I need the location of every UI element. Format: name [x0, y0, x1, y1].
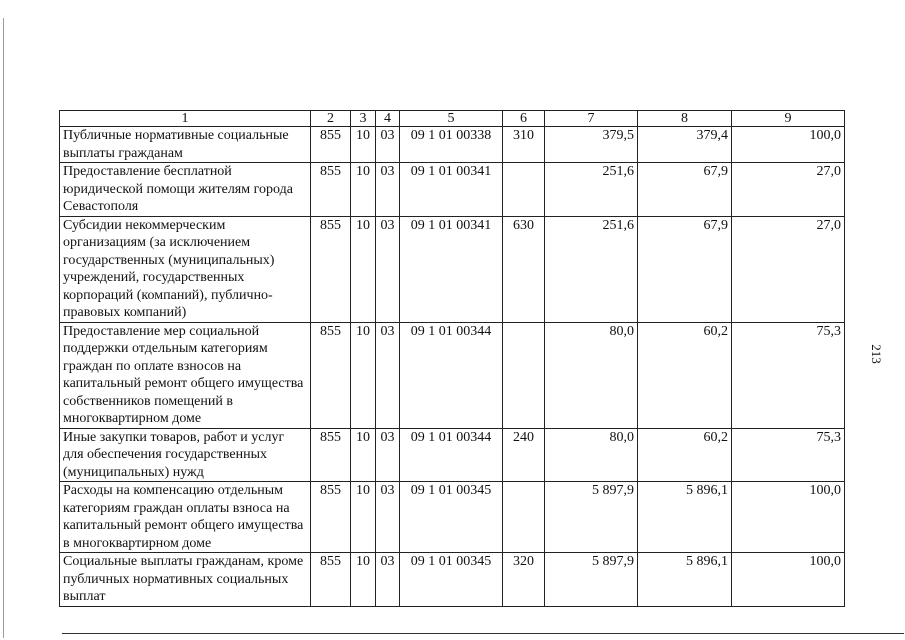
- budget-table: [59, 110, 845, 607]
- column-header: 1: [60, 111, 311, 127]
- row-name: Социальные выплаты гражданам, кроме публичных нормативных социальных выплат: [60, 553, 311, 607]
- cell-col-4: 03: [376, 553, 400, 607]
- cell-col-3: 10: [351, 428, 376, 482]
- cell-col-9: 100,0: [732, 553, 845, 607]
- column-header: 6: [503, 111, 545, 127]
- cell-col-9: 75,3: [732, 322, 845, 428]
- cell-col-6: 630: [503, 216, 545, 322]
- cell-col-6: [503, 482, 545, 553]
- cell-col-4: 03: [376, 163, 400, 217]
- cell-col-9: 100,0: [732, 127, 845, 163]
- cell-col-7: 80,0: [545, 428, 638, 482]
- column-header: 5: [400, 111, 503, 127]
- column-header: 8: [638, 111, 732, 127]
- cell-col-5: 09 1 01 00341: [400, 163, 503, 217]
- page-number: 213: [869, 344, 884, 364]
- cell-col-6: 240: [503, 428, 545, 482]
- cell-col-2: 855: [311, 553, 351, 607]
- cell-col-6: 320: [503, 553, 545, 607]
- column-header: 9: [732, 111, 845, 127]
- cell-col-9: 75,3: [732, 428, 845, 482]
- cell-col-5: 09 1 01 00345: [400, 553, 503, 607]
- cell-col-2: 855: [311, 127, 351, 163]
- cell-col-6: [503, 322, 545, 428]
- row-name: Предоставление бесплатной юридической помощи жителям города Севастополя: [60, 163, 311, 217]
- cell-col-4: 03: [376, 322, 400, 428]
- cell-col-4: 03: [376, 216, 400, 322]
- row-name: Публичные нормативные социальные выплаты гражданам: [60, 127, 311, 163]
- cell-col-2: 855: [311, 216, 351, 322]
- cell-col-8: 60,2: [638, 322, 732, 428]
- cell-col-6: 310: [503, 127, 545, 163]
- cell-col-8: 379,4: [638, 127, 732, 163]
- cell-col-7: 379,5: [545, 127, 638, 163]
- row-name: Иные закупки товаров, работ и услуг для обеспечения государственных (муниципальных) нужд: [60, 428, 311, 482]
- column-header: 3: [351, 111, 376, 127]
- cell-col-4: 03: [376, 482, 400, 553]
- cell-col-3: 10: [351, 322, 376, 428]
- cell-col-5: 09 1 01 00344: [400, 428, 503, 482]
- row-name: Расходы на компенсацию отдельным категориям граждан оплаты взноса на капитальный ремонт общего имущества в многоквартирном доме: [60, 482, 311, 553]
- table-header-row: [60, 111, 845, 127]
- cell-col-8: 60,2: [638, 428, 732, 482]
- table-row: [60, 163, 845, 217]
- cell-col-9: 27,0: [732, 163, 845, 217]
- cell-col-8: 5 896,1: [638, 553, 732, 607]
- cell-col-6: [503, 163, 545, 217]
- cell-col-5: 09 1 01 00345: [400, 482, 503, 553]
- cell-col-7: 80,0: [545, 322, 638, 428]
- column-header: 7: [545, 111, 638, 127]
- cell-col-8: 5 896,1: [638, 482, 732, 553]
- table-row: [60, 428, 845, 482]
- row-name: Предоставление мер социальной поддержки отдельным категориям граждан по оплате взносов на капитальный ремонт общего имущества собственников помещений в многоквартирном доме: [60, 322, 311, 428]
- cell-col-7: 251,6: [545, 163, 638, 217]
- cell-col-9: 27,0: [732, 216, 845, 322]
- cell-col-5: 09 1 01 00344: [400, 322, 503, 428]
- cell-col-7: 5 897,9: [545, 553, 638, 607]
- cell-col-2: 855: [311, 428, 351, 482]
- table-row: [60, 482, 845, 553]
- cell-col-8: 67,9: [638, 216, 732, 322]
- cell-col-3: 10: [351, 553, 376, 607]
- cell-col-5: 09 1 01 00338: [400, 127, 503, 163]
- cell-col-3: 10: [351, 127, 376, 163]
- cell-col-3: 10: [351, 163, 376, 217]
- cell-col-3: 10: [351, 216, 376, 322]
- column-header: 4: [376, 111, 400, 127]
- table-row: [60, 322, 845, 428]
- cell-col-3: 10: [351, 482, 376, 553]
- cell-col-5: 09 1 01 00341: [400, 216, 503, 322]
- table-row: [60, 553, 845, 607]
- cell-col-2: 855: [311, 163, 351, 217]
- bottom-rule: [62, 633, 904, 634]
- row-name: Субсидии некоммерческим организациям (за исключением государственных (муниципальных) учреждений, государственных корпораций (компаний), публично-правовых компаний): [60, 216, 311, 322]
- table-row: [60, 216, 845, 322]
- cell-col-7: 5 897,9: [545, 482, 638, 553]
- cell-col-7: 251,6: [545, 216, 638, 322]
- cell-col-9: 100,0: [732, 482, 845, 553]
- table-row: [60, 127, 845, 163]
- column-header: 2: [311, 111, 351, 127]
- cell-col-8: 67,9: [638, 163, 732, 217]
- cell-col-4: 03: [376, 428, 400, 482]
- scan-edge-line: [3, 18, 4, 638]
- cell-col-2: 855: [311, 482, 351, 553]
- cell-col-4: 03: [376, 127, 400, 163]
- cell-col-2: 855: [311, 322, 351, 428]
